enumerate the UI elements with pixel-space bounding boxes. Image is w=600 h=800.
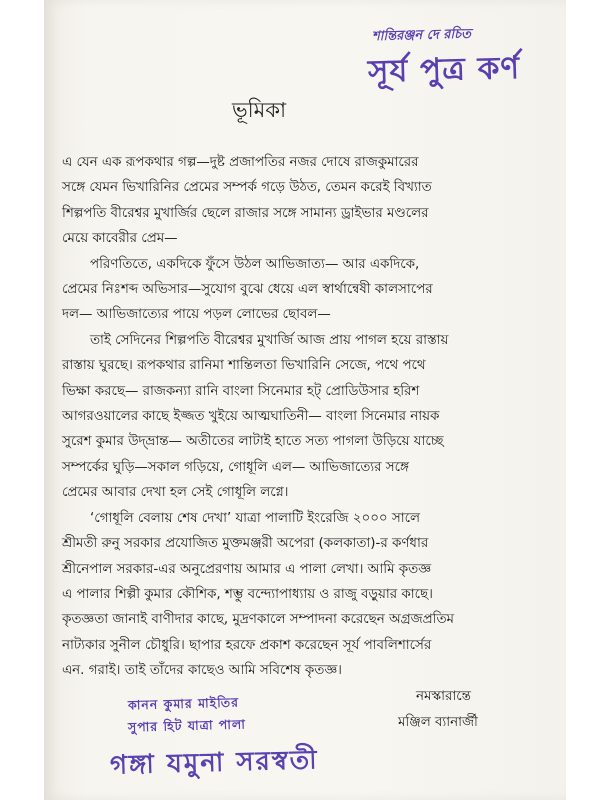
stamp-bottom-tagline: সুপার হিট যাত্রা পালা	[127, 716, 247, 735]
stamp-book-title: সূর্য পুত্র কর্ণ	[367, 50, 521, 90]
body-line-16: শ্রীমতী রুনু সরকার প্রযোজিত মুক্তমঞ্জরী অপেরা (কলকাতা)-র কর্ণধার	[62, 536, 429, 552]
body-line-9: রাস্তায় ঘুরছে। রূপকথার রানিমা শান্তিলতা ভিখারিনি সেজে, পথে পথে	[62, 358, 426, 374]
body-line-8: তাই সেদিনের শিল্পপতি বীরেশ্বর মুখার্জি আজ প্রায় পাগল হয়ে রাস্তায়	[90, 332, 449, 348]
body-line-1: এ যেন এক রূপকথার গল্প—দুষ্ট প্রজাপতির নজর দোষে রাজকুমারের	[62, 155, 419, 170]
stamp-author-line: শান্তিরঞ্জন দে রচিত	[371, 26, 472, 45]
body-line-18: এ পালার শিল্পী কুমার কৌশিক, শম্ভু বন্দ্যোপাধ্যায় ও রাজু বড়ুয়ার কাছে।	[62, 586, 433, 602]
body-line-15: ‘গোধূলি বেলায় শেষ দেখা’ যাত্রা পালাটি ইংরেজি ২০০০ সালে	[90, 510, 420, 526]
signoff-greeting: নমস্কারান্তে	[416, 689, 471, 704]
body-line-12: সুরেশ কুমার উদ্‌ভ্রান্ত— অতীতের লাটাই হাতে সত্য পাগলা উড়িয়ে যাচ্ছে	[62, 434, 444, 450]
body-line-10: ভিক্ষা করছে— রাজকন্যা রানি বাংলা সিনেমার হট্ প্রোডিউসার হরিশ	[62, 383, 420, 399]
body-line-20: নাট্যকার সুনীল চৌধুরি। ছাপার হরফে প্রকাশ করেছেন সূর্য পাবলিশার্সের	[62, 637, 432, 653]
body-line-14: প্রেমের আবার দেখা হল সেই গোধূলি লগ্নে।	[62, 485, 289, 501]
body-line-4: মেয়ে কাবেরীর প্রেম—	[62, 231, 178, 247]
body-line-17: শ্রীনেপাল সরকার-এর অনুপ্রেরণায় আমার এ পালা লেখা। আমি কৃতজ্ঞ	[62, 561, 432, 577]
author-signature: মঞ্জিল ব্যানার্জী	[398, 715, 478, 730]
body-line-5: পরিণতিতে, একদিকে ফুঁসে উঠল আভিজাত্য— আর একদিকে,	[90, 256, 420, 272]
preface-body	[62, 150, 562, 684]
body-line-21: এন. গরাই। তাই তাঁদের কাছেও আমি সবিশেষ কৃতজ্ঞ।	[62, 663, 342, 679]
body-line-6: প্রেমের নিঃশব্দ অভিসার—সুযোগ বুঝে ধেয়ে এল স্বার্থান্বেষী কালসাপের	[62, 282, 433, 298]
body-line-2: সঙ্গে যেমন ভিখারিনির প্রেমের সম্পর্ক গড়ে উঠত, তেমন করেই বিখ্যাত	[62, 180, 432, 196]
stamp-bottom-title: গঙ্গা যমুনা সরস্বতী	[109, 745, 319, 781]
stamp-bottom-author: কানন কুমার মাইতির	[127, 694, 240, 713]
page-heading: ভূমিকা	[232, 98, 287, 122]
body-line-13: সম্পর্কের ঘুড়ি—সকাল গড়িয়ে, গোধূলি এল— আভিজাত্যের সঙ্গে	[62, 459, 409, 475]
body-line-7: দল— আভিজাত্যের পায়ে পড়ল লোভের ছোবল—	[62, 307, 331, 323]
body-line-11: আগরওয়ালের কাছে ইজ্জত খুইয়ে আত্মঘাতিনী— বাংলা সিনেমার নায়ক	[62, 409, 440, 425]
body-line-19: কৃতজ্ঞতা জানাই বাণীদার কাছে, মুদ্রণকালে সম্পাদনা করেছেন অগ্রজপ্রতিম	[62, 612, 454, 628]
body-line-3: শিল্পপতি বীরেশ্বর মুখার্জির ছেলে রাজার সঙ্গে সামান্য ড্রাইভার মণ্ডলের	[62, 205, 429, 221]
